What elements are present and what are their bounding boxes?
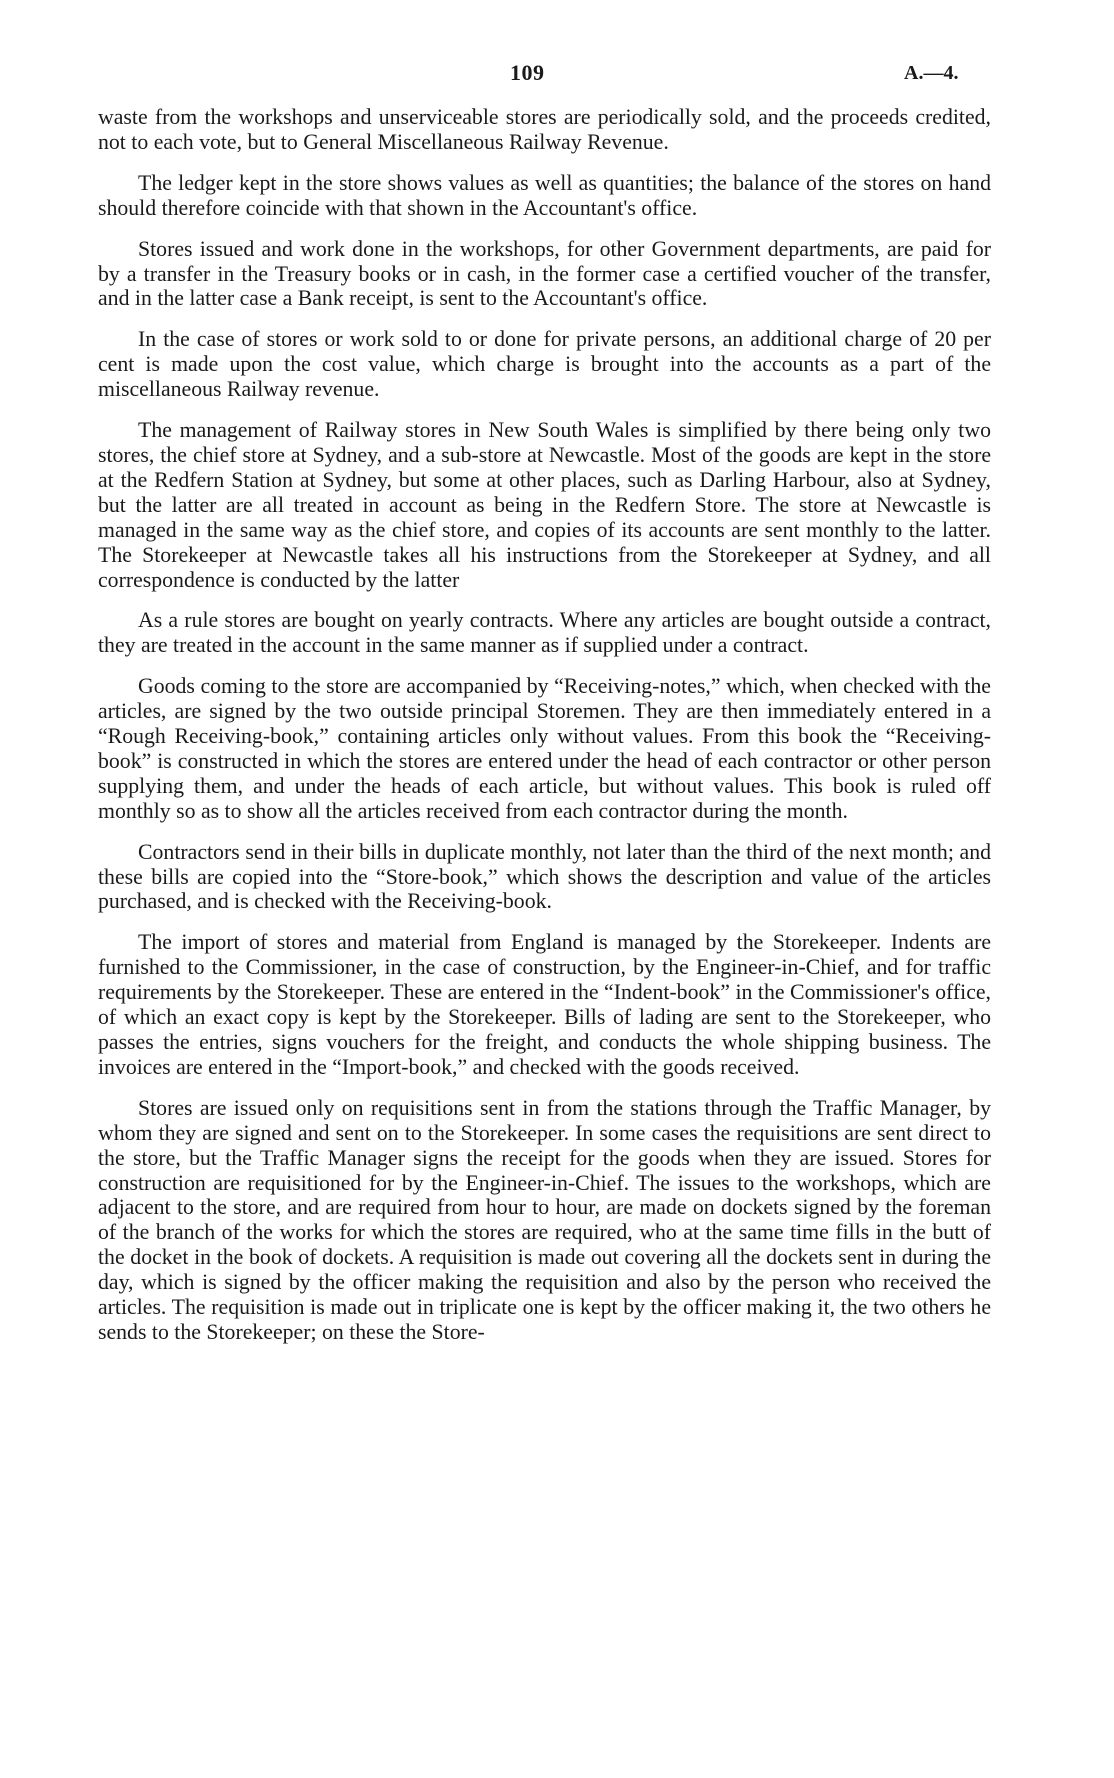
paragraph-receiving-notes: Goods coming to the store are accompanied by “Receiving-notes,” which, when checked with the articles, are signed by the two outside principal Storemen. They are then immediately entered in a “Rough Receiving-book,” containing articles only without values. From this book the “Receiving-book” is constructed in which the stores are entered under the head of each contractor or other person supplying them, and under the heads of each article, but without values. This book is ruled off monthly so as to show all the articles received from each contractor during the month. <box>98 674 991 823</box>
paragraph-contractor-bills: Contractors send in their bills in duplicate monthly, not later than the third of the next month; and these bills are copied into the “Store-book,” which shows the description and value of the articles purchased, and is checked with the Receiving-book. <box>98 839 991 914</box>
paragraph-ledger: The ledger kept in the store shows values as well as quantities; the balance of the stores on hand should therefore coincide with that shown in the Accountant's office. <box>98 170 991 220</box>
paragraph-government-departments: Stores issued and work done in the workshops, for other Government departments, are paid for by a transfer in the Treasury books or in cash, in the former case a certified voucher of the transfer, and in the latter case a Bank receipt, is sent to the Accountant's office. <box>98 236 991 311</box>
page-number: 109 <box>510 60 545 85</box>
body-text <box>98 105 991 1361</box>
paragraph-imports: The import of stores and material from England is managed by the Storekeeper. Indents are furnished to the Commissioner, in the case of construction, by the Engineer-in-Chief, and for traffic requirements by the Storekeeper. These are entered in the “Indent-book” in the Commissioner's office, of which an exact copy is kept by the Storekeeper. Bills of lading are sent to the Storekeeper, who passes the entries, signs vouchers for the freight, and conducts the whole shipping business. The invoices are entered in the “Import-book,” and checked with the goods received. <box>98 930 991 1079</box>
page-header <box>0 60 1114 94</box>
paragraph-requisitions: Stores are issued only on requisitions sent in from the stations through the Traffic Manager, by whom they are signed and sent on to the Storekeeper. In some cases the requisitions are sent direct to the store, but the Traffic Manager signs the receipt for the goods when they are issued. Stores for construction are requisitioned for by the Engineer-in-Chief. The issues to the workshops, which are adjacent to the store, and are required from hour to hour, are made on dockets signed by the foreman of the branch of the works for which the stores are required, who at the same time fills in the butt of the docket in the book of dockets. A requisition is made out covering all the dockets sent in during the day, which is signed by the officer making the requisition and also by the person who received the articles. The requisition is made out in triplicate one is kept by the officer making it, the two others he sends to the Storekeeper; on these the Store- <box>98 1095 991 1344</box>
paragraph-private-persons: In the case of stores or work sold to or done for private persons, an additional charge of 20 per cent is made upon the cost value, which charge is brought into the accounts as a part of the miscellaneous Railway revenue. <box>98 327 991 402</box>
document-reference: A.—4. <box>904 62 959 84</box>
paragraph-yearly-contracts: As a rule stores are bought on yearly contracts. Where any articles are bought outside a contract, they are treated in the account in the same manner as if supplied under a contract. <box>98 608 991 658</box>
paragraph-waste-disposal: waste from the workshops and unserviceable stores are periodically sold, and the proceeds credited, not to each vote, but to General Miscellaneous Railway Revenue. <box>98 105 991 154</box>
paragraph-store-management: The management of Railway stores in New South Wales is simplified by there being only two stores, the chief store at Sydney, and a sub-store at Newcastle. Most of the goods are kept in the store at the Redfern Station at Sydney, but some at other places, such as Darling Harbour, also at Sydney, but the latter are all treated in account as being in the Redfern Store. The store at Newcastle is managed in the same way as the chief store, and copies of its accounts are sent monthly to the latter. The Storekeeper at Newcastle takes all his instructions from the Storekeeper at Sydney, and all correspondence is conducted by the latter <box>98 418 991 592</box>
